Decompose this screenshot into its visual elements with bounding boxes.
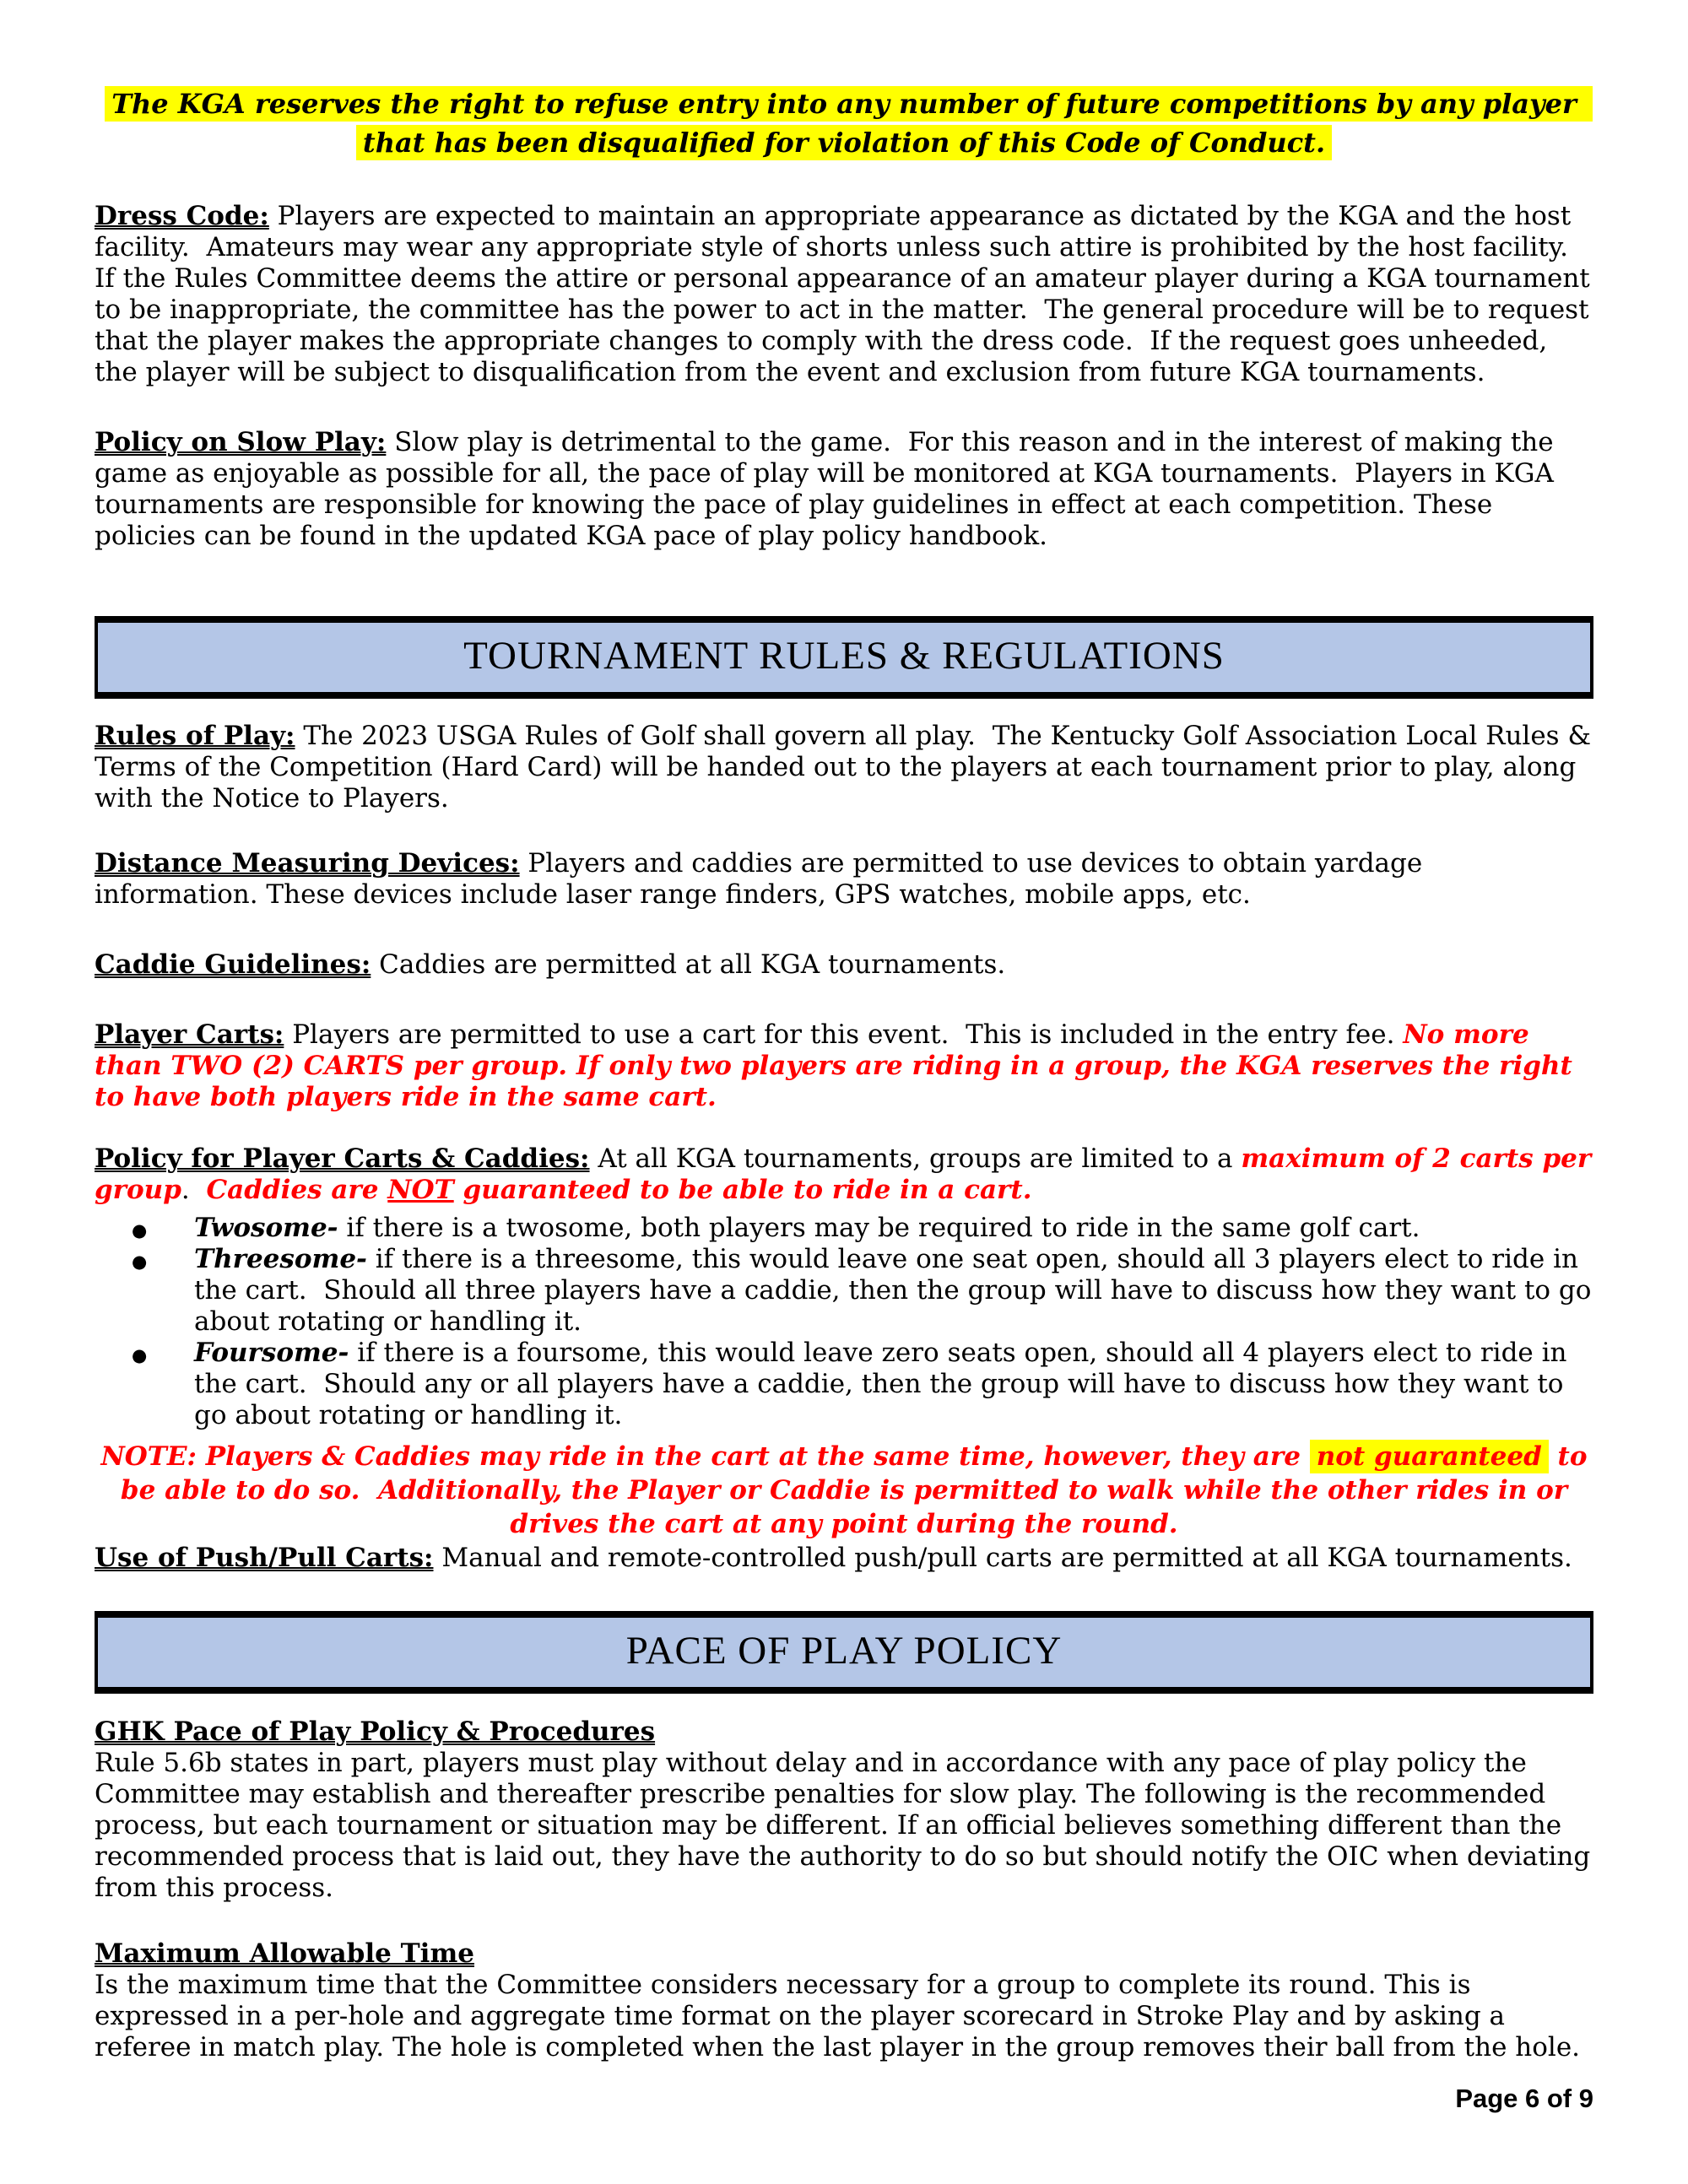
ghk-heading-wrap xyxy=(95,1716,1593,1748)
list-item-threesome xyxy=(132,1244,1600,1338)
list-item-twosome xyxy=(132,1213,1593,1244)
list-item-foursome xyxy=(132,1338,1593,1431)
push-pull-carts-label: Use of Push/Pull Carts: xyxy=(95,1543,434,1573)
cart-policy-red-caddies-post: guaranteed to be able to ride in a cart. xyxy=(453,1175,1032,1205)
note-highlighted-text: not guaranteed xyxy=(1310,1440,1549,1473)
pace-of-play-banner xyxy=(95,1611,1593,1694)
cart-policy-paragraph xyxy=(95,1143,1600,1206)
threesome-lead: Threesome- xyxy=(194,1244,367,1274)
slow-play-paragraph xyxy=(95,427,1593,552)
bullet-icon: ● xyxy=(132,1220,148,1241)
rules-of-play-text: The 2023 USGA Rules of Golf shall govern all play. The Kentucky Golf Association Local Rules & Terms of the Competition (Hard Card) will be handed out to the players at each tournament prior to play, along with the Notice to Players. xyxy=(95,721,1599,814)
highlighted-notice-text: The KGA reserves the right to refuse entry into any number of future competitions by any player that has been disqualified for violation of this Code of Conduct. xyxy=(105,86,1593,160)
player-carts-paragraph xyxy=(95,1019,1593,1113)
pace-of-play-banner-title: PACE OF PLAY POLICY xyxy=(625,1629,1063,1673)
rules-of-play-paragraph xyxy=(95,721,1599,814)
ghk-policy-heading: GHK Pace of Play Policy & Procedures xyxy=(95,1716,656,1747)
distance-devices-label: Distance Measuring Devices: xyxy=(95,848,520,878)
note-paragraph xyxy=(95,1440,1597,1541)
twosome-lead: Twosome- xyxy=(194,1213,338,1243)
cart-policy-text-start: At all KGA tournaments, groups are limited to a xyxy=(589,1143,1242,1174)
page-number: Page 6 of 9 xyxy=(1455,2084,1593,2113)
note-text-pre: NOTE: Players & Caddies may ride in the cart at the same time, however, they are xyxy=(100,1441,1310,1472)
cart-scenarios-list xyxy=(95,1213,1600,1431)
threesome-text: if there is a threesome, this would leave one seat open, should all 3 players elect to ride in the cart. Should all three players have a caddie, then the group will have to discuss how they want to go about rotating or handling it. xyxy=(194,1244,1600,1337)
player-carts-red-note: No more than TWO (2) CARTS per group. If only two players are riding in a group, the KGA reserves the right to have both players ride in the same cart. xyxy=(95,1019,1582,1112)
cart-policy-red-caddies-pre: Caddies are xyxy=(206,1175,388,1205)
caddie-guidelines-text: Caddies are permitted at all KGA tournaments. xyxy=(371,949,1006,980)
tournament-rules-banner-title: TOURNAMENT RULES & REGULATIONS xyxy=(463,634,1225,678)
ghk-policy-paragraph: Rule 5.6b states in part, players must play without delay and in accordance with any pace of play policy the Committee may establish and thereafter prescribe penalties for slow play. The following is the recommended process, but each tournament or situation may be different. If an official believes something different than the recommended process that is laid out, they have the authority to do so but should notify the OIC when deviating from this process. xyxy=(95,1748,1599,1903)
dress-code-paragraph xyxy=(95,201,1599,388)
cart-policy-separator: . xyxy=(181,1175,207,1205)
bullet-icon: ● xyxy=(132,1251,148,1272)
caddie-guidelines-paragraph xyxy=(95,949,1593,981)
bullet-icon: ● xyxy=(132,1345,148,1365)
rules-of-play-label: Rules of Play: xyxy=(95,721,295,751)
code-of-conduct-notice xyxy=(95,84,1593,162)
slow-play-label: Policy on Slow Play: xyxy=(95,427,387,457)
dress-code-label: Dress Code: xyxy=(95,201,269,231)
tournament-rules-banner xyxy=(95,616,1593,699)
max-allowable-time-paragraph: Is the maximum time that the Committee considers necessary for a group to complete its round. This is expressed in a per-hole and aggregate time format on the player scorecard in Stroke Play and by asking a referee in match play. The hole is completed when the last player in the group removes their ball from the hole. xyxy=(95,1970,1581,2062)
push-pull-carts-text: Manual and remote-controlled push/pull carts are permitted at all KGA tournaments. xyxy=(433,1543,1572,1573)
cart-policy-label: Policy for Player Carts & Caddies: xyxy=(95,1143,590,1174)
max-time-heading-wrap xyxy=(95,1938,1593,1970)
note-text-post: to be able to do so. Additionally, the Player or Caddie is permitted to walk while the other rides in or drives the cart at any point during the round. xyxy=(120,1441,1597,1539)
push-pull-carts-paragraph xyxy=(95,1543,1593,1574)
slow-play-text: Slow play is detrimental to the game. For this reason and in the interest of making the game as enjoyable as possible for all, the pace of play will be monitored at KGA tournaments. Players in KGA tournaments are responsible for knowing the pace of play guidelines in effect at each competition. These policies can be found in the updated KGA pace of play policy handbook. xyxy=(95,427,1562,551)
dress-code-text: Players are expected to maintain an appropriate appearance as dictated by the KGA and the host facility. Amateurs may wear any appropriate style of shorts unless such attire is prohibited by the host facility. If the Rules Committee deems the attire or personal appearance of an amateur player during a KGA tournament to be inappropriate, the committee has the power to act in the matter. The general procedure will be to request that the player makes the appropriate changes to comply with the dress code. If the request goes unheeded, the player will be subject to disqualification from the event and exclusion from future KGA tournaments. xyxy=(95,201,1599,387)
caddie-guidelines-label: Caddie Guidelines: xyxy=(95,949,371,980)
foursome-lead: Foursome- xyxy=(194,1338,349,1368)
distance-devices-paragraph xyxy=(95,848,1593,911)
player-carts-label: Player Carts: xyxy=(95,1019,284,1050)
max-allowable-time-heading: Maximum Allowable Time xyxy=(95,1938,474,1969)
distance-devices-text: Players and caddies are permitted to use devices to obtain yardage information. These devices include laser range finders, GPS watches, mobile apps, etc. xyxy=(95,848,1431,910)
foursome-text: if there is a foursome, this would leave zero seats open, should all 4 players elect to ride in the cart. Should any or all players have a caddie, then the group will have to discuss how they want to go about rotating or handling it. xyxy=(194,1338,1576,1430)
cart-policy-red-not: NOT xyxy=(387,1175,454,1205)
player-carts-text: Players are permitted to use a cart for this event. This is included in the entry fee. xyxy=(284,1019,1404,1050)
cart-policy-red-limit: maximum of 2 carts per group xyxy=(95,1143,1600,1205)
twosome-text: if there is a twosome, both players may be required to ride in the same golf cart. xyxy=(338,1213,1420,1243)
